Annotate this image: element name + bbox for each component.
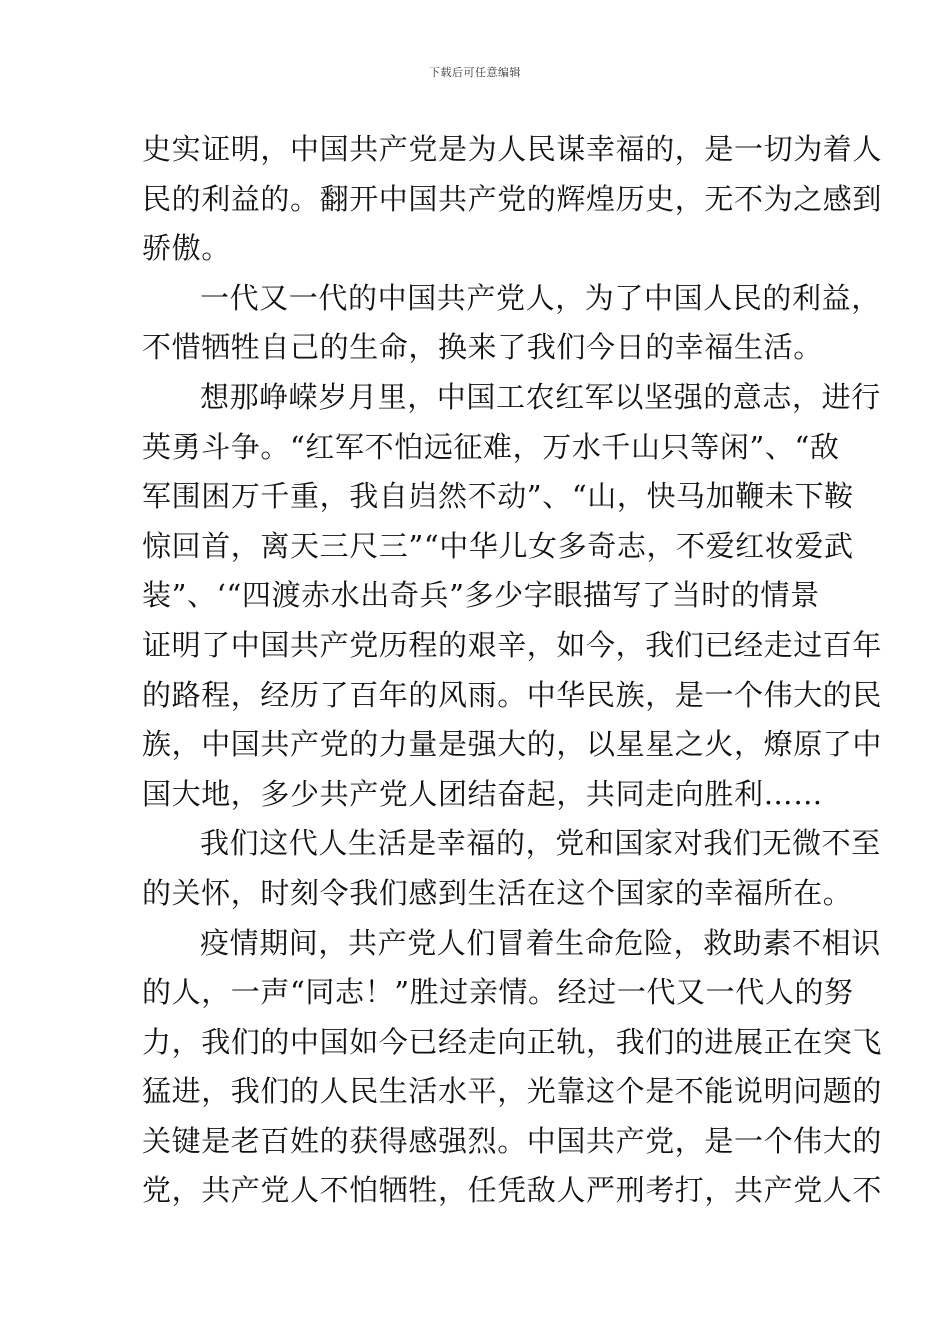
paragraph-first-line: 想那峥嵘岁月里，中国工农红军以坚强的意志，进行	[200, 379, 881, 414]
text-line: 党，共产党人不怕牺牲，任凭敌人严刑考打，共产党人不	[142, 1173, 883, 1208]
text-line: 猛进，我们的人民生活水平，光靠这个是不能说明问题的	[142, 1074, 883, 1109]
paragraph-first-line: 我们这代人生活是幸福的，党和国家对我们无微不至	[200, 826, 881, 861]
text-line: 证明了中国共产党历程的艰辛，如今，我们已经走过百年	[142, 627, 883, 662]
text-line: 关键是老百姓的获得感强烈。中国共产党，是一个伟大的	[142, 1123, 883, 1158]
text-line: 装”、‘“四渡赤水出奇兵”多少字眼描写了当时的情景	[142, 578, 820, 613]
text-line: 的路程，经历了百年的风雨。中华民族，是一个伟大的民	[142, 677, 883, 712]
text-line: 力，我们的中国如今已经走向正轨，我们的进展正在突飞	[142, 1024, 883, 1059]
text-line: 族，中国共产党的力量是强大的，以星星之火，燎原了中	[142, 727, 883, 762]
text-line: 国大地，多少共产党人团结奋起，共同走向胜利……	[142, 776, 823, 811]
paragraph-first-line: 一代又一代的中国共产党人，为了中国人民的利益，	[200, 280, 881, 315]
paragraph-first-line: 疫情期间，共产党人们冒着生命危险，救助素不相识	[200, 925, 881, 960]
text-line: 英勇斗争。“红军不怕远征难，万水千山只等闲”、“敌	[142, 429, 840, 464]
text-line: 骄傲。	[142, 231, 231, 266]
text-line: 军围困万千重，我自岿然不动”、“山，快马加鞭未下鞍	[142, 479, 854, 514]
text-line: 的关怀，时刻令我们感到生活在这个国家的幸福所在。	[142, 875, 853, 910]
page-header: 下载后可任意编辑	[429, 66, 521, 79]
text-line: 民的利益的。翻开中国共产党的辉煌历史，无不为之感到	[142, 181, 883, 216]
text-line: 惊回首，离天三尺三”“中华儿女多奇志，不爱红妆爱武	[142, 528, 854, 563]
document-body	[142, 125, 883, 1216]
text-line: 史实证明，中国共产党是为人民谋幸福的，是一切为着人	[142, 132, 883, 166]
text-line: 不惜牺牲自己的生命，换来了我们今日的幸福生活。	[142, 330, 823, 365]
text-line: 的人，一声“同志！”胜过亲情。经过一代又一代人的努	[142, 975, 854, 1010]
